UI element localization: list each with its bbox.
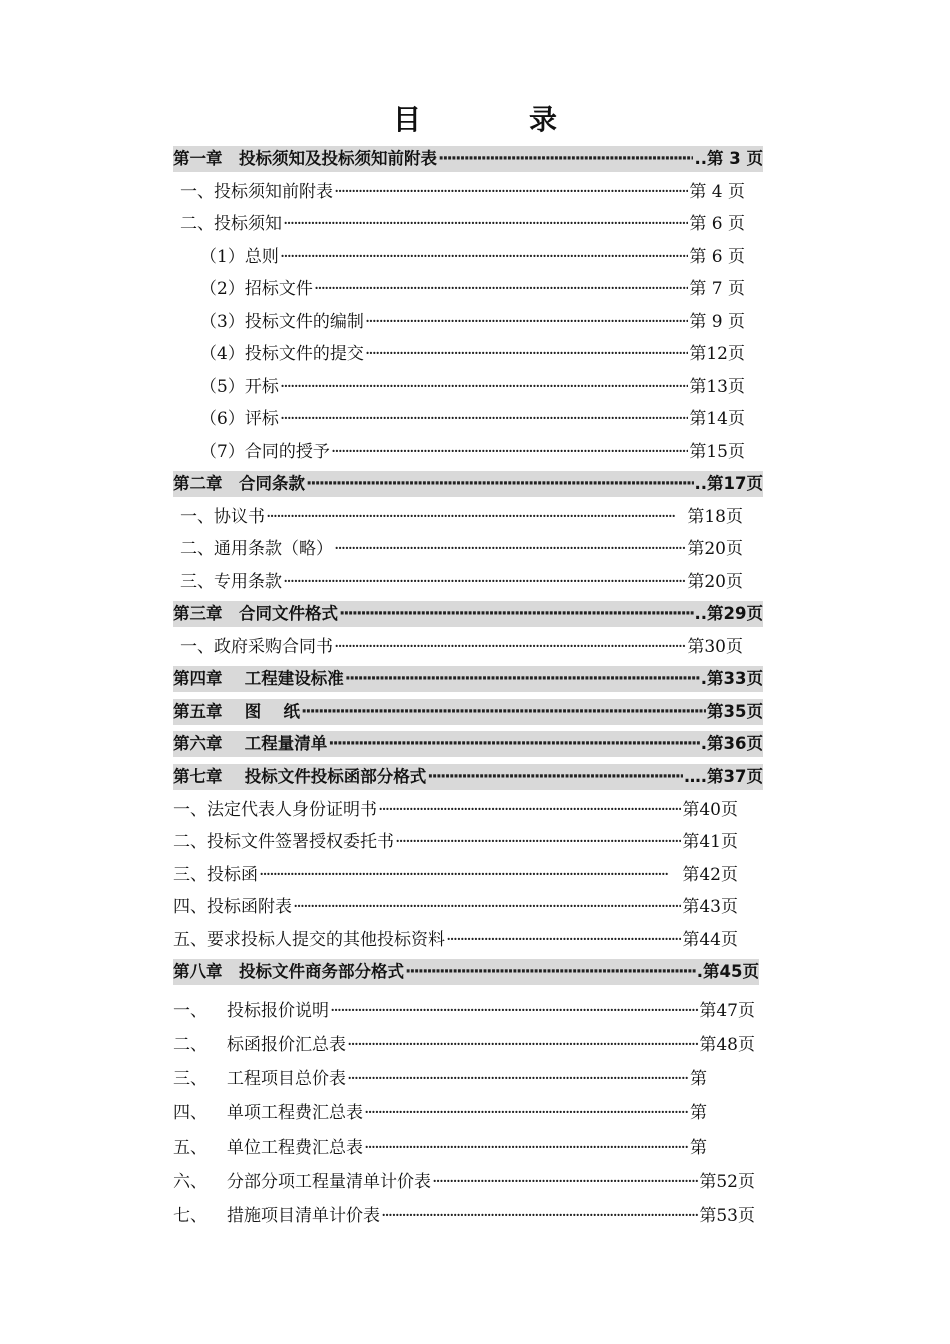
toc-label: 第二章 合同条款 bbox=[173, 474, 305, 493]
toc-number: 三、 bbox=[173, 1069, 207, 1089]
toc-subsection[interactable] bbox=[200, 341, 745, 367]
toc-page: 第30页 bbox=[687, 637, 743, 657]
toc-label: （1）总则 bbox=[200, 247, 279, 267]
toc-label: （5）开标 bbox=[200, 377, 279, 397]
toc-subsection[interactable] bbox=[200, 276, 745, 302]
toc-leader bbox=[280, 244, 689, 270]
toc-label: （6）评标 bbox=[200, 409, 279, 429]
toc-chapter-6[interactable] bbox=[173, 731, 763, 757]
toc-page: 第43页 bbox=[682, 897, 738, 917]
toc-page: 第15页 bbox=[689, 442, 745, 462]
toc-leader bbox=[364, 1100, 689, 1126]
toc-leader bbox=[334, 179, 688, 205]
toc-label: 二、通用条款（略） bbox=[180, 539, 333, 559]
toc-label: 措施项目清单计价表 bbox=[227, 1206, 380, 1226]
toc-leader bbox=[314, 276, 689, 302]
toc-label: 第一章 投标须知及投标须知前附表 bbox=[173, 149, 437, 168]
toc-page: 第18页 bbox=[687, 507, 743, 527]
toc-label: （2）招标文件 bbox=[200, 279, 313, 299]
toc-label: 一、法定代表人身份证明书 bbox=[173, 800, 377, 820]
toc-section[interactable] bbox=[173, 998, 755, 1024]
toc-page: ..第 3 页 bbox=[694, 149, 763, 168]
toc-label: 二、投标文件签署授权委托书 bbox=[173, 832, 394, 852]
toc-label: 分部分项工程量清单计价表 bbox=[227, 1172, 431, 1192]
toc-section[interactable] bbox=[180, 179, 745, 205]
toc-section[interactable] bbox=[173, 1203, 755, 1229]
toc-page: 第53页 bbox=[699, 1206, 755, 1226]
toc-leader bbox=[405, 959, 696, 985]
toc-label-group bbox=[173, 1203, 380, 1229]
toc-label: 第七章 投标文件投标函部分格式 bbox=[173, 767, 427, 786]
toc-label: 第八章 投标文件商务部分格式 bbox=[173, 962, 404, 981]
toc-section[interactable] bbox=[180, 536, 743, 562]
toc-chapter-4[interactable] bbox=[173, 666, 763, 692]
toc-section[interactable] bbox=[173, 927, 738, 953]
toc-leader bbox=[347, 1032, 698, 1058]
toc-subsection[interactable] bbox=[200, 309, 745, 335]
toc-chapter-7[interactable] bbox=[173, 764, 763, 790]
toc-label-group bbox=[173, 1135, 363, 1161]
toc-leader bbox=[266, 504, 686, 530]
toc-leader bbox=[365, 341, 689, 367]
toc-page: ..第17页 bbox=[694, 474, 763, 493]
toc-label: 一、投标须知前附表 bbox=[180, 182, 333, 202]
toc-section[interactable] bbox=[180, 569, 743, 595]
toc-page: 第 bbox=[690, 1103, 707, 1123]
toc-label: 标函报价汇总表 bbox=[227, 1035, 346, 1055]
toc-label: 第四章 工程建设标准 bbox=[173, 669, 344, 688]
toc-leader bbox=[432, 1169, 698, 1195]
toc-label: 投标报价说明 bbox=[227, 1001, 329, 1021]
toc-number: 六、 bbox=[173, 1172, 207, 1192]
toc-leader bbox=[283, 569, 686, 595]
page-title: 目 录 bbox=[392, 103, 597, 136]
toc-label: （3）投标文件的编制 bbox=[200, 312, 364, 332]
toc-number: 七、 bbox=[173, 1206, 207, 1226]
toc-page: .第45页 bbox=[696, 962, 759, 981]
toc-label-group bbox=[173, 1032, 346, 1058]
toc-chapter-1[interactable] bbox=[173, 146, 763, 172]
toc-chapter-2[interactable] bbox=[173, 471, 763, 497]
toc-section[interactable] bbox=[173, 862, 738, 888]
toc-section[interactable] bbox=[173, 1100, 707, 1126]
toc-label: 二、投标须知 bbox=[180, 214, 282, 234]
toc-number: 五、 bbox=[173, 1138, 207, 1158]
toc-section[interactable] bbox=[173, 797, 738, 823]
toc-chapter-8[interactable] bbox=[173, 959, 759, 985]
toc-number: 一、 bbox=[173, 1001, 207, 1021]
toc-leader bbox=[347, 1066, 689, 1092]
toc-page: 第35页 bbox=[707, 702, 763, 721]
toc-leader bbox=[345, 666, 700, 692]
toc-label: 第五章 图 纸 bbox=[173, 702, 300, 721]
toc-page: 第 bbox=[690, 1138, 707, 1158]
toc-leader bbox=[330, 998, 698, 1024]
toc-label: 第六章 工程量清单 bbox=[173, 734, 328, 753]
toc-page: 第20页 bbox=[687, 539, 743, 559]
toc-leader bbox=[438, 146, 693, 172]
toc-section[interactable] bbox=[180, 211, 745, 237]
toc-section[interactable] bbox=[173, 1169, 755, 1195]
toc-page: 第 9 页 bbox=[689, 312, 745, 332]
toc-subsection[interactable] bbox=[200, 374, 745, 400]
toc-label: 单项工程费汇总表 bbox=[227, 1103, 363, 1123]
toc-page: .第33页 bbox=[700, 669, 763, 688]
toc-page: 第47页 bbox=[699, 1001, 755, 1021]
toc-section[interactable] bbox=[173, 829, 738, 855]
toc-label: 三、投标函 bbox=[173, 865, 258, 885]
toc-section[interactable] bbox=[173, 894, 738, 920]
toc-leader bbox=[427, 764, 683, 790]
toc-leader bbox=[381, 1203, 698, 1229]
toc-leader bbox=[306, 471, 694, 497]
toc-page: 第 4 页 bbox=[689, 182, 745, 202]
toc-page: .第36页 bbox=[700, 734, 763, 753]
toc-chapter-3[interactable] bbox=[173, 601, 763, 627]
toc-page: 第14页 bbox=[689, 409, 745, 429]
toc-label-group bbox=[173, 998, 329, 1024]
toc-leader bbox=[293, 894, 681, 920]
toc-leader bbox=[446, 927, 681, 953]
toc-page: ….第37页 bbox=[684, 767, 763, 786]
toc-leader bbox=[280, 374, 689, 400]
toc-label: （7）合同的授予 bbox=[200, 442, 330, 462]
toc-label: 工程项目总价表 bbox=[227, 1069, 346, 1089]
toc-page: 第48页 bbox=[699, 1035, 755, 1055]
toc-leader bbox=[339, 601, 694, 627]
toc-leader bbox=[334, 536, 686, 562]
toc-page: 第44页 bbox=[682, 930, 738, 950]
toc-page: ..第29页 bbox=[694, 604, 763, 623]
toc-chapter-5[interactable] bbox=[173, 699, 763, 725]
toc-label-group bbox=[173, 1100, 363, 1126]
toc-page: 第13页 bbox=[689, 377, 745, 397]
toc-label-group bbox=[173, 1169, 431, 1195]
toc-subsection[interactable] bbox=[200, 244, 745, 270]
toc-label: 一、协议书 bbox=[180, 507, 265, 527]
toc-leader bbox=[283, 211, 688, 237]
toc-label: 四、投标函附表 bbox=[173, 897, 292, 917]
toc-subsection[interactable] bbox=[200, 439, 745, 465]
toc-page: 第 6 页 bbox=[689, 214, 745, 234]
toc-label-group bbox=[173, 1066, 346, 1092]
toc-label: 三、专用条款 bbox=[180, 572, 282, 592]
toc-section[interactable] bbox=[180, 504, 743, 530]
toc-label: 五、要求投标人提交的其他投标资料 bbox=[173, 930, 445, 950]
toc-label: 第三章 合同文件格式 bbox=[173, 604, 338, 623]
toc-page: 第 7 页 bbox=[689, 279, 745, 299]
toc-page: 第42页 bbox=[682, 865, 738, 885]
toc-leader bbox=[378, 797, 681, 823]
toc-section[interactable] bbox=[173, 1066, 707, 1092]
toc-leader bbox=[301, 699, 706, 725]
toc-section[interactable] bbox=[173, 1032, 755, 1058]
toc-number: 二、 bbox=[173, 1035, 207, 1055]
toc-section[interactable] bbox=[180, 634, 743, 660]
toc-page: 第52页 bbox=[699, 1172, 755, 1192]
toc-number: 四、 bbox=[173, 1103, 207, 1123]
toc-page: 第 6 页 bbox=[689, 247, 745, 267]
toc-label: （4）投标文件的提交 bbox=[200, 344, 364, 364]
toc-leader bbox=[364, 1135, 689, 1161]
toc-page: 第 bbox=[690, 1069, 707, 1089]
toc-leader bbox=[331, 439, 689, 465]
toc-page: 第20页 bbox=[687, 572, 743, 592]
toc-label: 单位工程费汇总表 bbox=[227, 1138, 363, 1158]
toc-leader bbox=[365, 309, 689, 335]
toc-leader bbox=[395, 829, 681, 855]
toc-page: 第12页 bbox=[689, 344, 745, 364]
toc-leader bbox=[280, 406, 689, 432]
toc-subsection[interactable] bbox=[200, 406, 745, 432]
toc-leader bbox=[259, 862, 681, 888]
toc-page: 第41页 bbox=[682, 832, 738, 852]
toc-leader bbox=[328, 731, 700, 757]
toc-leader bbox=[334, 634, 686, 660]
toc-section[interactable] bbox=[173, 1135, 707, 1161]
toc-page: 第40页 bbox=[682, 800, 738, 820]
toc-label: 一、政府采购合同书 bbox=[180, 637, 333, 657]
